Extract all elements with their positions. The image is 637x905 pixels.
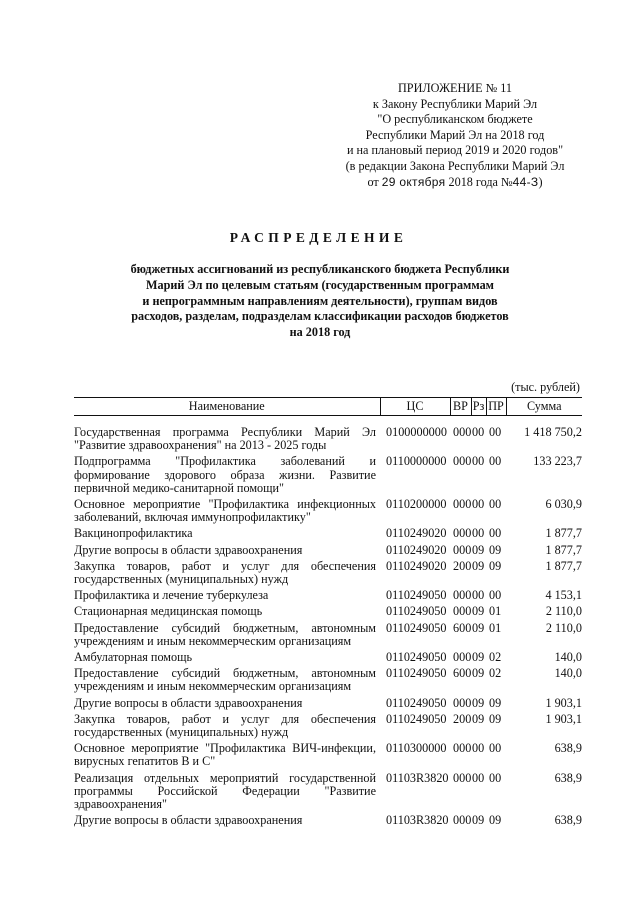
cell-vr: 600 [453, 620, 472, 635]
header-rz: Рз [471, 398, 486, 416]
cell-pr: 00 [489, 741, 502, 756]
cell-sum: 1 877,7 [545, 542, 582, 557]
subtitle-line: на 2018 год [289, 325, 351, 340]
cell-name: Стационарная медицинская помощь [74, 604, 263, 619]
subtitle-line: Марий Эл по целевым статьям (государственным программам [146, 277, 494, 292]
cell-rz: 00 [472, 425, 485, 439]
table-row [74, 544, 582, 560]
cell-cs: 0110000000 [386, 454, 447, 469]
cell-cs: 0110249020 [386, 542, 447, 557]
cell-name: Основное мероприятие "Профилактика ВИЧ-инфекции, вирусных гепатитов В и С" [74, 741, 376, 769]
cell-cs: 0110249020 [386, 558, 447, 573]
cell-pr: 00 [489, 588, 502, 603]
appendix-date-line [330, 175, 580, 191]
cell-name: Закупка товаров, работ и услуг для обеспечения государственных (муниципальных) нужд [74, 711, 376, 740]
cell-vr: 000 [453, 497, 472, 512]
cell-sum: 1 903,1 [545, 711, 582, 726]
table-row [74, 651, 582, 667]
cell-cs: 0110249050 [386, 695, 447, 710]
cell-pr: 09 [489, 542, 502, 557]
cell-pr: 02 [489, 650, 502, 665]
cell-cs: 0110249050 [386, 650, 447, 665]
cell-rz: 09 [472, 650, 485, 665]
cell-vr: 000 [453, 588, 472, 603]
cell-rz: 09 [472, 711, 485, 726]
cell-sum: 1 877,7 [545, 558, 582, 573]
cell-cs: 0110249050 [386, 588, 447, 603]
budget-table [74, 397, 582, 830]
cell-vr: 600 [453, 666, 472, 681]
cell-vr: 000 [453, 425, 472, 439]
table-row [74, 589, 582, 605]
cell-name: Закупка товаров, работ и услуг для обеспечения государственных (муниципальных) нужд [74, 558, 376, 587]
cell-cs: 0110249050 [386, 711, 447, 726]
subtitle-line: и непрограммным направлениям деятельности), группам видов [142, 293, 498, 308]
cell-pr: 00 [489, 526, 502, 541]
cell-pr: 09 [489, 813, 502, 828]
cell-cs: 0110249050 [386, 604, 447, 619]
cell-name: Другие вопросы в области здравоохранения [74, 695, 303, 710]
table-row [74, 527, 582, 543]
cell-pr: 01 [489, 620, 502, 635]
cell-name: Предоставление субсидий бюджетным, автономным учреждениям и иным некоммерческим организациям [74, 666, 376, 694]
cell-sum: 140,0 [554, 666, 582, 681]
cell-sum: 638,9 [554, 770, 582, 785]
cell-rz: 09 [472, 604, 485, 619]
cell-cs: 0100000000 [386, 425, 447, 439]
table-row [74, 622, 582, 651]
cell-pr: 09 [489, 695, 502, 710]
cell-pr: 00 [489, 770, 502, 785]
cell-cs: 0110300000 [386, 741, 447, 756]
header-vr: ВР [450, 398, 471, 416]
cell-pr: 01 [489, 604, 502, 619]
table-row [74, 605, 582, 621]
handwritten-date: 29 октября [381, 174, 446, 189]
cell-pr: 09 [489, 711, 502, 726]
header-pr: ПР [486, 398, 506, 416]
cell-pr: 00 [489, 497, 502, 512]
cell-rz: 00 [472, 770, 485, 785]
document-subtitle [110, 262, 530, 341]
appendix-line: (в редакции Закона Республики Марий Эл [345, 158, 565, 173]
table-row [74, 772, 582, 815]
cell-name: Амбулаторная помощь [74, 650, 193, 665]
cell-sum: 6 030,9 [545, 497, 582, 512]
cell-pr: 02 [489, 666, 502, 681]
header-sum: Сумма [506, 398, 582, 416]
cell-rz: 09 [472, 542, 485, 557]
cell-name: Другие вопросы в области здравоохранения [74, 542, 303, 557]
header-name: Наименование [74, 398, 380, 416]
table-row [74, 455, 582, 498]
cell-cs: 0110249020 [386, 526, 447, 541]
cell-vr: 000 [453, 454, 472, 469]
appendix-line: к Закону Республики Марий Эл [372, 96, 538, 111]
table-row [74, 713, 582, 742]
cell-rz: 00 [472, 526, 485, 541]
cell-vr: 000 [453, 604, 472, 619]
cell-vr: 000 [453, 741, 472, 756]
cell-name: Предоставление субсидий бюджетным, автономным учреждениям и иным некоммерческим организациям [74, 620, 376, 648]
table-row [74, 814, 582, 830]
cell-sum: 1 903,1 [545, 695, 582, 710]
cell-name: Реализация отдельных мероприятий государственной программы Российской Федерации "Развитие здравоохранения" [74, 770, 376, 812]
cell-cs: 0110249050 [386, 620, 447, 635]
cell-vr: 000 [453, 695, 472, 710]
cell-rz: 09 [472, 666, 485, 681]
table-row [74, 560, 582, 589]
cell-cs: 01103R3820 [386, 813, 449, 828]
cell-vr: 000 [453, 650, 472, 665]
table-header [74, 398, 582, 416]
cell-pr: 09 [489, 558, 502, 573]
cell-rz: 00 [472, 741, 485, 756]
date-prefix: от [367, 174, 379, 189]
cell-rz: 09 [472, 695, 485, 710]
subtitle-line: бюджетных ассигнований из республиканского бюджета Республики [130, 262, 510, 276]
cell-name: Государственная программа Республики Марий Эл "Развитие здравоохранения" на 2013 - 2025 годы [74, 425, 376, 453]
appendix-line: ПРИЛОЖЕНИЕ № 11 [397, 81, 512, 95]
cell-cs: 0110200000 [386, 497, 447, 512]
date-suffix: ) [538, 174, 543, 189]
appendix-block [330, 81, 580, 190]
units-label: (тыс. рублей) [511, 380, 580, 394]
cell-sum: 133 223,7 [533, 454, 582, 469]
table-row [74, 667, 582, 696]
table-row [74, 426, 582, 455]
cell-pr: 00 [489, 454, 502, 469]
table-row [74, 697, 582, 713]
table-row [74, 498, 582, 527]
cell-name: Основное мероприятие "Профилактика инфекционных заболеваний, включая иммунопрофилактику" [74, 497, 376, 525]
appendix-line: и на плановый период 2019 и 2020 годов" [346, 143, 564, 158]
table-body [74, 416, 582, 831]
cell-vr: 200 [453, 558, 472, 573]
cell-sum: 1 877,7 [545, 526, 582, 541]
cell-vr: 000 [453, 770, 472, 785]
appendix-line: "О республиканском бюджете [377, 112, 533, 127]
appendix-line: Республики Марий Эл на 2018 год [365, 127, 545, 142]
cell-vr: 000 [453, 542, 472, 557]
subtitle-line: расходов, разделам, подразделам классификации расходов бюджетов [131, 309, 509, 324]
cell-pr: 00 [489, 425, 502, 439]
cell-sum: 638,9 [554, 741, 582, 756]
cell-sum: 2 110,0 [545, 620, 582, 635]
cell-cs: 0110249050 [386, 666, 447, 681]
cell-rz: 09 [472, 620, 485, 635]
cell-rz: 00 [472, 454, 485, 469]
cell-cs: 01103R3820 [386, 770, 449, 785]
cell-sum: 2 110,0 [545, 604, 582, 619]
cell-sum: 4 153,1 [545, 588, 582, 603]
cell-vr: 000 [453, 526, 472, 541]
cell-rz: 09 [472, 558, 485, 573]
cell-name: Вакцинопрофилактика [74, 526, 193, 541]
cell-rz: 00 [472, 497, 485, 512]
cell-vr: 200 [453, 711, 472, 726]
cell-rz: 00 [472, 588, 485, 603]
cell-rz: 09 [472, 813, 485, 828]
document-title: РАСПРЕДЕЛЕНИЕ [229, 230, 408, 245]
cell-sum: 638,9 [554, 813, 582, 828]
header-cs: ЦС [380, 398, 450, 416]
cell-name: Другие вопросы в области здравоохранения [74, 813, 303, 828]
cell-name: Профилактика и лечение туберкулеза [74, 588, 269, 603]
law-number: 44-З [512, 174, 539, 189]
date-year: 2018 года № [448, 174, 513, 189]
cell-sum: 140,0 [554, 650, 582, 665]
cell-name: Подпрограмма "Профилактика заболеваний и формирование здорового образа жизни. Развитие первичной медико-санитарной помощи" [74, 454, 376, 495]
table-row [74, 742, 582, 771]
cell-vr: 000 [453, 813, 472, 828]
cell-sum: 1 418 750,2 [524, 425, 582, 439]
